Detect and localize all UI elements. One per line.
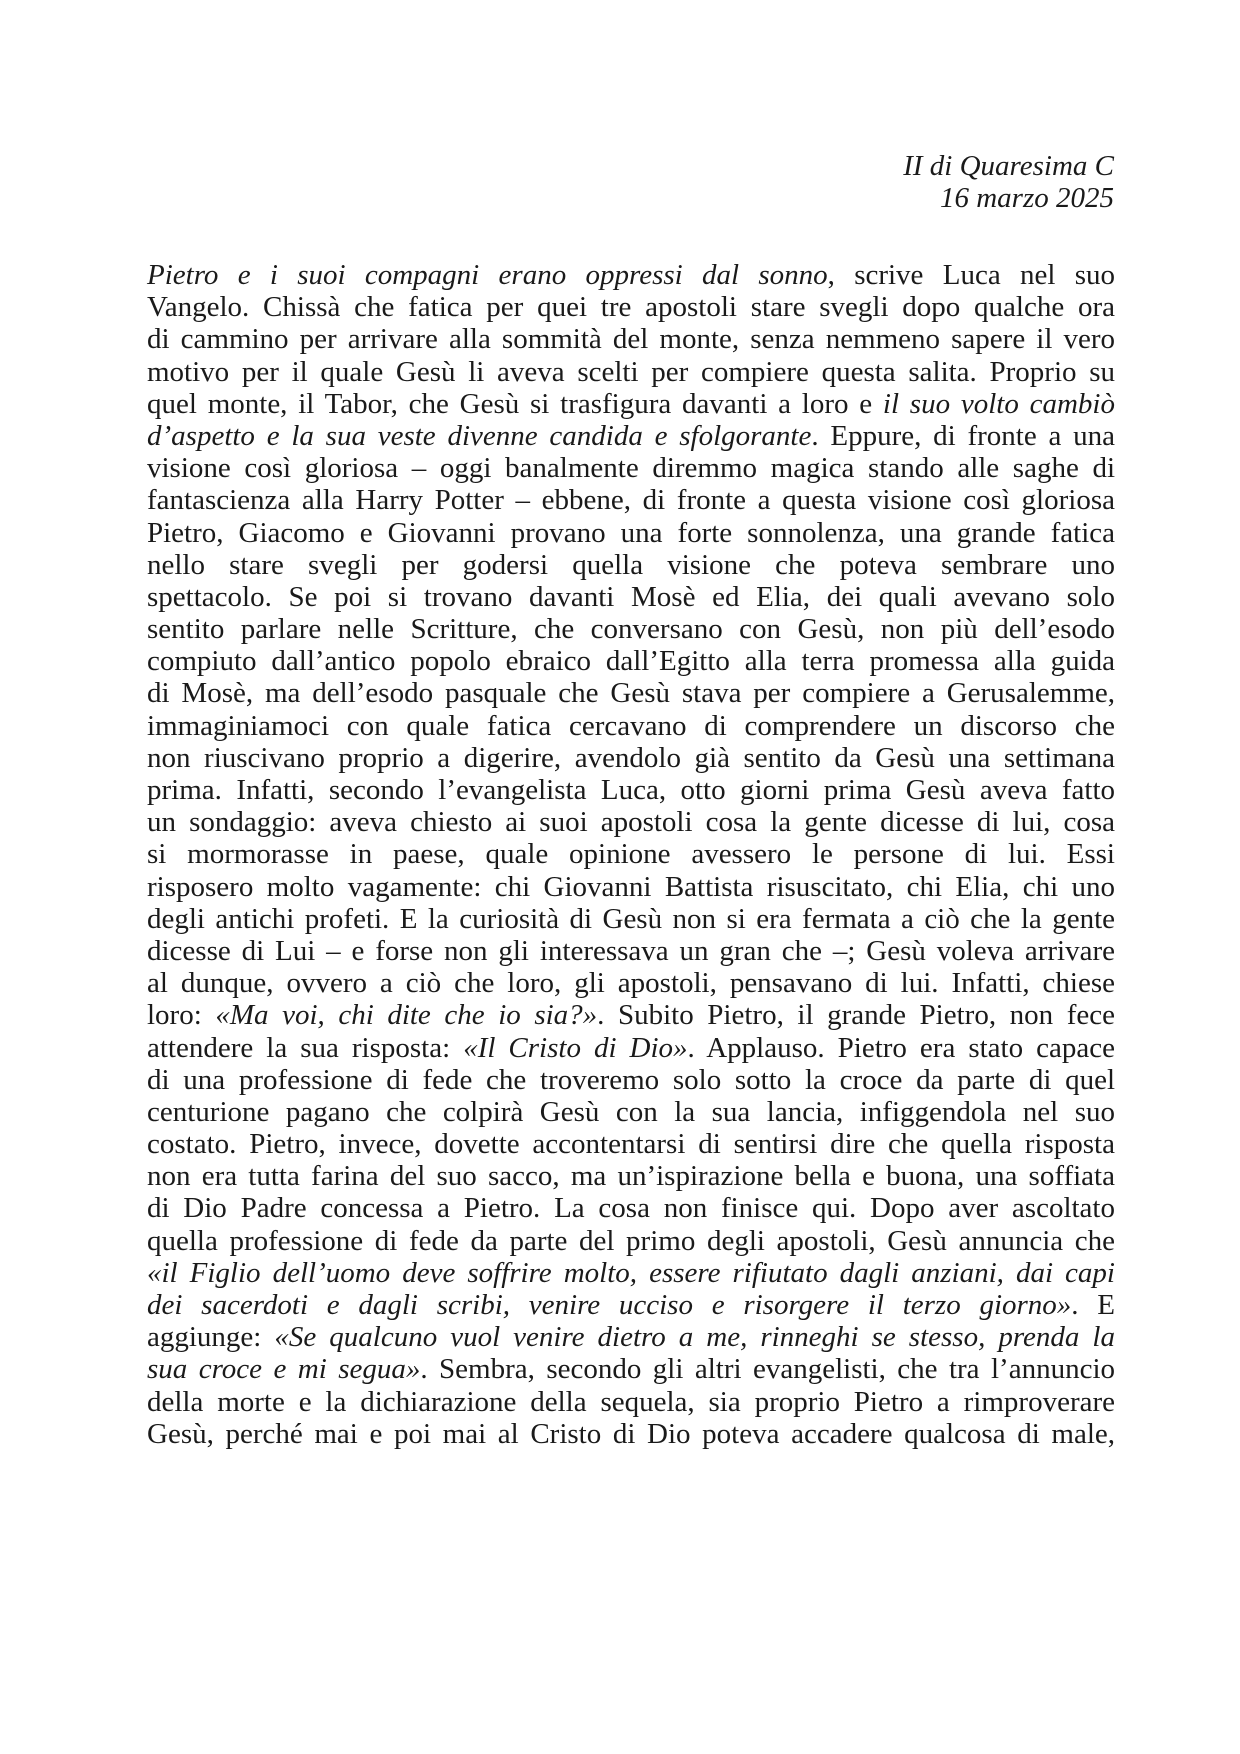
text-segment: risposero molto vagamente: chi Giovanni Battista risuscitato, chi Elia, chi uno bbox=[147, 870, 1115, 903]
italic-quote: d’aspetto e la sua veste divenne candida e sfolgorante bbox=[147, 419, 812, 452]
text-segment: non era tutta farina del suo sacco, ma un’ispirazione bella e buona, una soffiata bbox=[147, 1160, 1115, 1193]
italic-quote: dei sacerdoti e dagli scribi, venire ucciso e risorgere il terzo giorno» bbox=[147, 1289, 1072, 1321]
italic-quote: «Ma voi, chi dite che io sia?» bbox=[215, 999, 598, 1032]
text-segment: . E bbox=[1071, 1289, 1115, 1321]
text-segment: . Eppure, di fronte a una bbox=[811, 419, 1115, 452]
text-line bbox=[147, 613, 1115, 645]
text-line bbox=[147, 903, 1115, 935]
text-line bbox=[147, 517, 1115, 549]
text-segment: , scrive Luca nel suo bbox=[827, 259, 1115, 291]
text-segment: degli antichi profeti. E la curiosità di Gesù non si era fermata a ciò che la gente bbox=[147, 902, 1115, 935]
text-segment: nello stare svegli per godersi quella visione che poteva sembrare uno bbox=[147, 548, 1115, 581]
text-line bbox=[147, 806, 1115, 838]
text-segment: . Sembra, secondo gli altri evangelisti, che tra l’annuncio bbox=[420, 1353, 1115, 1386]
text-segment: loro: bbox=[147, 999, 216, 1032]
italic-quote: «il Figlio dell’uomo deve soffrire molto, essere rifiutato dagli anziani, dai capi bbox=[147, 1256, 1115, 1289]
text-line bbox=[147, 1386, 1115, 1418]
text-line bbox=[147, 581, 1115, 613]
text-line bbox=[147, 742, 1115, 774]
text-line bbox=[147, 1192, 1115, 1224]
text-segment: dicesse di Lui – e forse non gli interessava un gran che –; Gesù voleva arrivare bbox=[147, 934, 1115, 967]
text-segment: si mormorasse in paese, quale opinione avessero le persone di lui. Essi bbox=[147, 838, 1115, 871]
text-line bbox=[147, 677, 1115, 709]
text-segment: quel monte, il Tabor, che Gesù si trasfigura davanti a loro e bbox=[147, 387, 883, 420]
text-line bbox=[147, 452, 1115, 484]
italic-quote: «Il Cristo di Dio» bbox=[463, 1031, 688, 1064]
text-line bbox=[147, 388, 1115, 420]
text-segment: di una professione di fede che troveremo solo sotto la croce da parte di quel bbox=[147, 1063, 1115, 1096]
text-line bbox=[147, 356, 1115, 388]
text-line bbox=[147, 1225, 1115, 1257]
text-line bbox=[147, 935, 1115, 967]
text-line bbox=[147, 484, 1115, 516]
text-line bbox=[147, 710, 1115, 742]
text-line bbox=[147, 999, 1115, 1031]
page-header bbox=[903, 150, 1114, 214]
text-line bbox=[147, 1096, 1115, 1128]
italic-quote: Pietro e i suoi compagni erano oppressi dal sonno bbox=[147, 259, 828, 291]
text-line bbox=[147, 1128, 1115, 1160]
text-segment: aggiunge: bbox=[147, 1321, 275, 1354]
text-segment: attendere la sua risposta: bbox=[147, 1031, 464, 1064]
text-line bbox=[147, 549, 1115, 581]
text-segment: sentito parlare nelle Scritture, che conversano con Gesù, non più dell’esodo bbox=[147, 613, 1115, 646]
text-segment: Vangelo. Chissà che fatica per quei tre apostoli stare svegli dopo qualche ora bbox=[147, 291, 1115, 324]
text-line bbox=[147, 1160, 1115, 1192]
text-segment: centurione pagano che colpirà Gesù con la sua lancia, infiggendola nel suo bbox=[147, 1095, 1115, 1128]
text-line bbox=[147, 967, 1115, 999]
text-segment: un sondaggio: aveva chiesto ai suoi apostoli cosa la gente dicesse di lui, cosa bbox=[147, 806, 1115, 839]
text-segment: di Mosè, ma dell’esodo pasquale che Gesù stava per compiere a Gerusalemme, bbox=[147, 677, 1115, 710]
text-line bbox=[147, 291, 1115, 323]
text-segment: al dunque, ovvero a ciò che loro, gli apostoli, pensavano di lui. Infatti, chiese bbox=[147, 967, 1115, 1000]
text-segment: . Subito Pietro, il grande Pietro, non fece bbox=[597, 999, 1115, 1032]
text-line bbox=[147, 323, 1115, 355]
text-segment: Pietro, Giacomo e Giovanni provano una forte sonnolenza, una grande fatica bbox=[147, 516, 1115, 549]
text-segment: della morte e la dichiarazione della sequela, sia proprio Pietro a rimproverare bbox=[147, 1385, 1115, 1418]
text-segment: di Dio Padre concessa a Pietro. La cosa non finisce qui. Dopo aver ascoltato bbox=[147, 1192, 1115, 1225]
text-line bbox=[147, 871, 1115, 903]
text-segment: non riuscivano proprio a digerire, avendolo già sentito da Gesù una settimana bbox=[147, 741, 1115, 774]
text-segment: prima. Infatti, secondo l’evangelista Luca, otto giorni prima Gesù aveva fatto bbox=[147, 774, 1115, 806]
italic-quote: il suo volto cambiò bbox=[882, 387, 1115, 420]
text-line bbox=[147, 1064, 1115, 1096]
text-segment: di cammino per arrivare alla sommità del monte, senza nemmeno sapere il vero bbox=[147, 323, 1115, 356]
text-segment: costato. Pietro, invece, dovette accontentarsi di sentirsi dire che quella risposta bbox=[147, 1128, 1115, 1161]
text-segment: visione così gloriosa – oggi banalmente diremmo magica stando alle saghe di bbox=[147, 452, 1115, 485]
body-paragraph bbox=[147, 259, 1115, 1450]
text-line bbox=[147, 420, 1115, 452]
text-segment: motivo per il quale Gesù li aveva scelti per compiere questa salita. Proprio su bbox=[147, 355, 1115, 388]
text-line bbox=[147, 838, 1115, 870]
text-segment: Gesù, perché mai e poi mai al Cristo di Dio poteva accadere qualcosa di male, bbox=[147, 1417, 1115, 1450]
text-segment: immaginiamoci con quale fatica cercavano di comprendere un discorso che bbox=[147, 709, 1115, 742]
text-segment: spettacolo. Se poi si trovano davanti Mosè ed Elia, dei quali avevano solo bbox=[147, 580, 1115, 613]
text-line bbox=[147, 1289, 1115, 1321]
liturgical-title: II di Quaresima C bbox=[903, 150, 1114, 182]
text-segment: fantascienza alla Harry Potter – ebbene, di fronte a questa visione così gloriosa bbox=[147, 484, 1115, 517]
text-segment: compiuto dall’antico popolo ebraico dall’Egitto alla terra promessa alla guida bbox=[147, 645, 1115, 678]
text-line bbox=[147, 1418, 1115, 1450]
text-segment: . Applauso. Pietro era stato capace bbox=[687, 1031, 1115, 1064]
text-line bbox=[147, 1257, 1115, 1289]
header-date: 16 marzo 2025 bbox=[939, 182, 1114, 214]
text-line bbox=[147, 645, 1115, 677]
text-segment: quella professione di fede da parte del primo degli apostoli, Gesù annuncia che bbox=[147, 1224, 1115, 1257]
italic-quote: sua croce e mi segua» bbox=[147, 1353, 421, 1386]
text-line bbox=[147, 1321, 1115, 1353]
text-line bbox=[147, 1032, 1115, 1064]
italic-quote: «Se qualcuno vuol venire dietro a me, rinneghi se stesso, prenda la bbox=[274, 1321, 1115, 1354]
text-line bbox=[147, 774, 1115, 806]
text-line bbox=[147, 1353, 1115, 1385]
text-line bbox=[147, 259, 1115, 291]
